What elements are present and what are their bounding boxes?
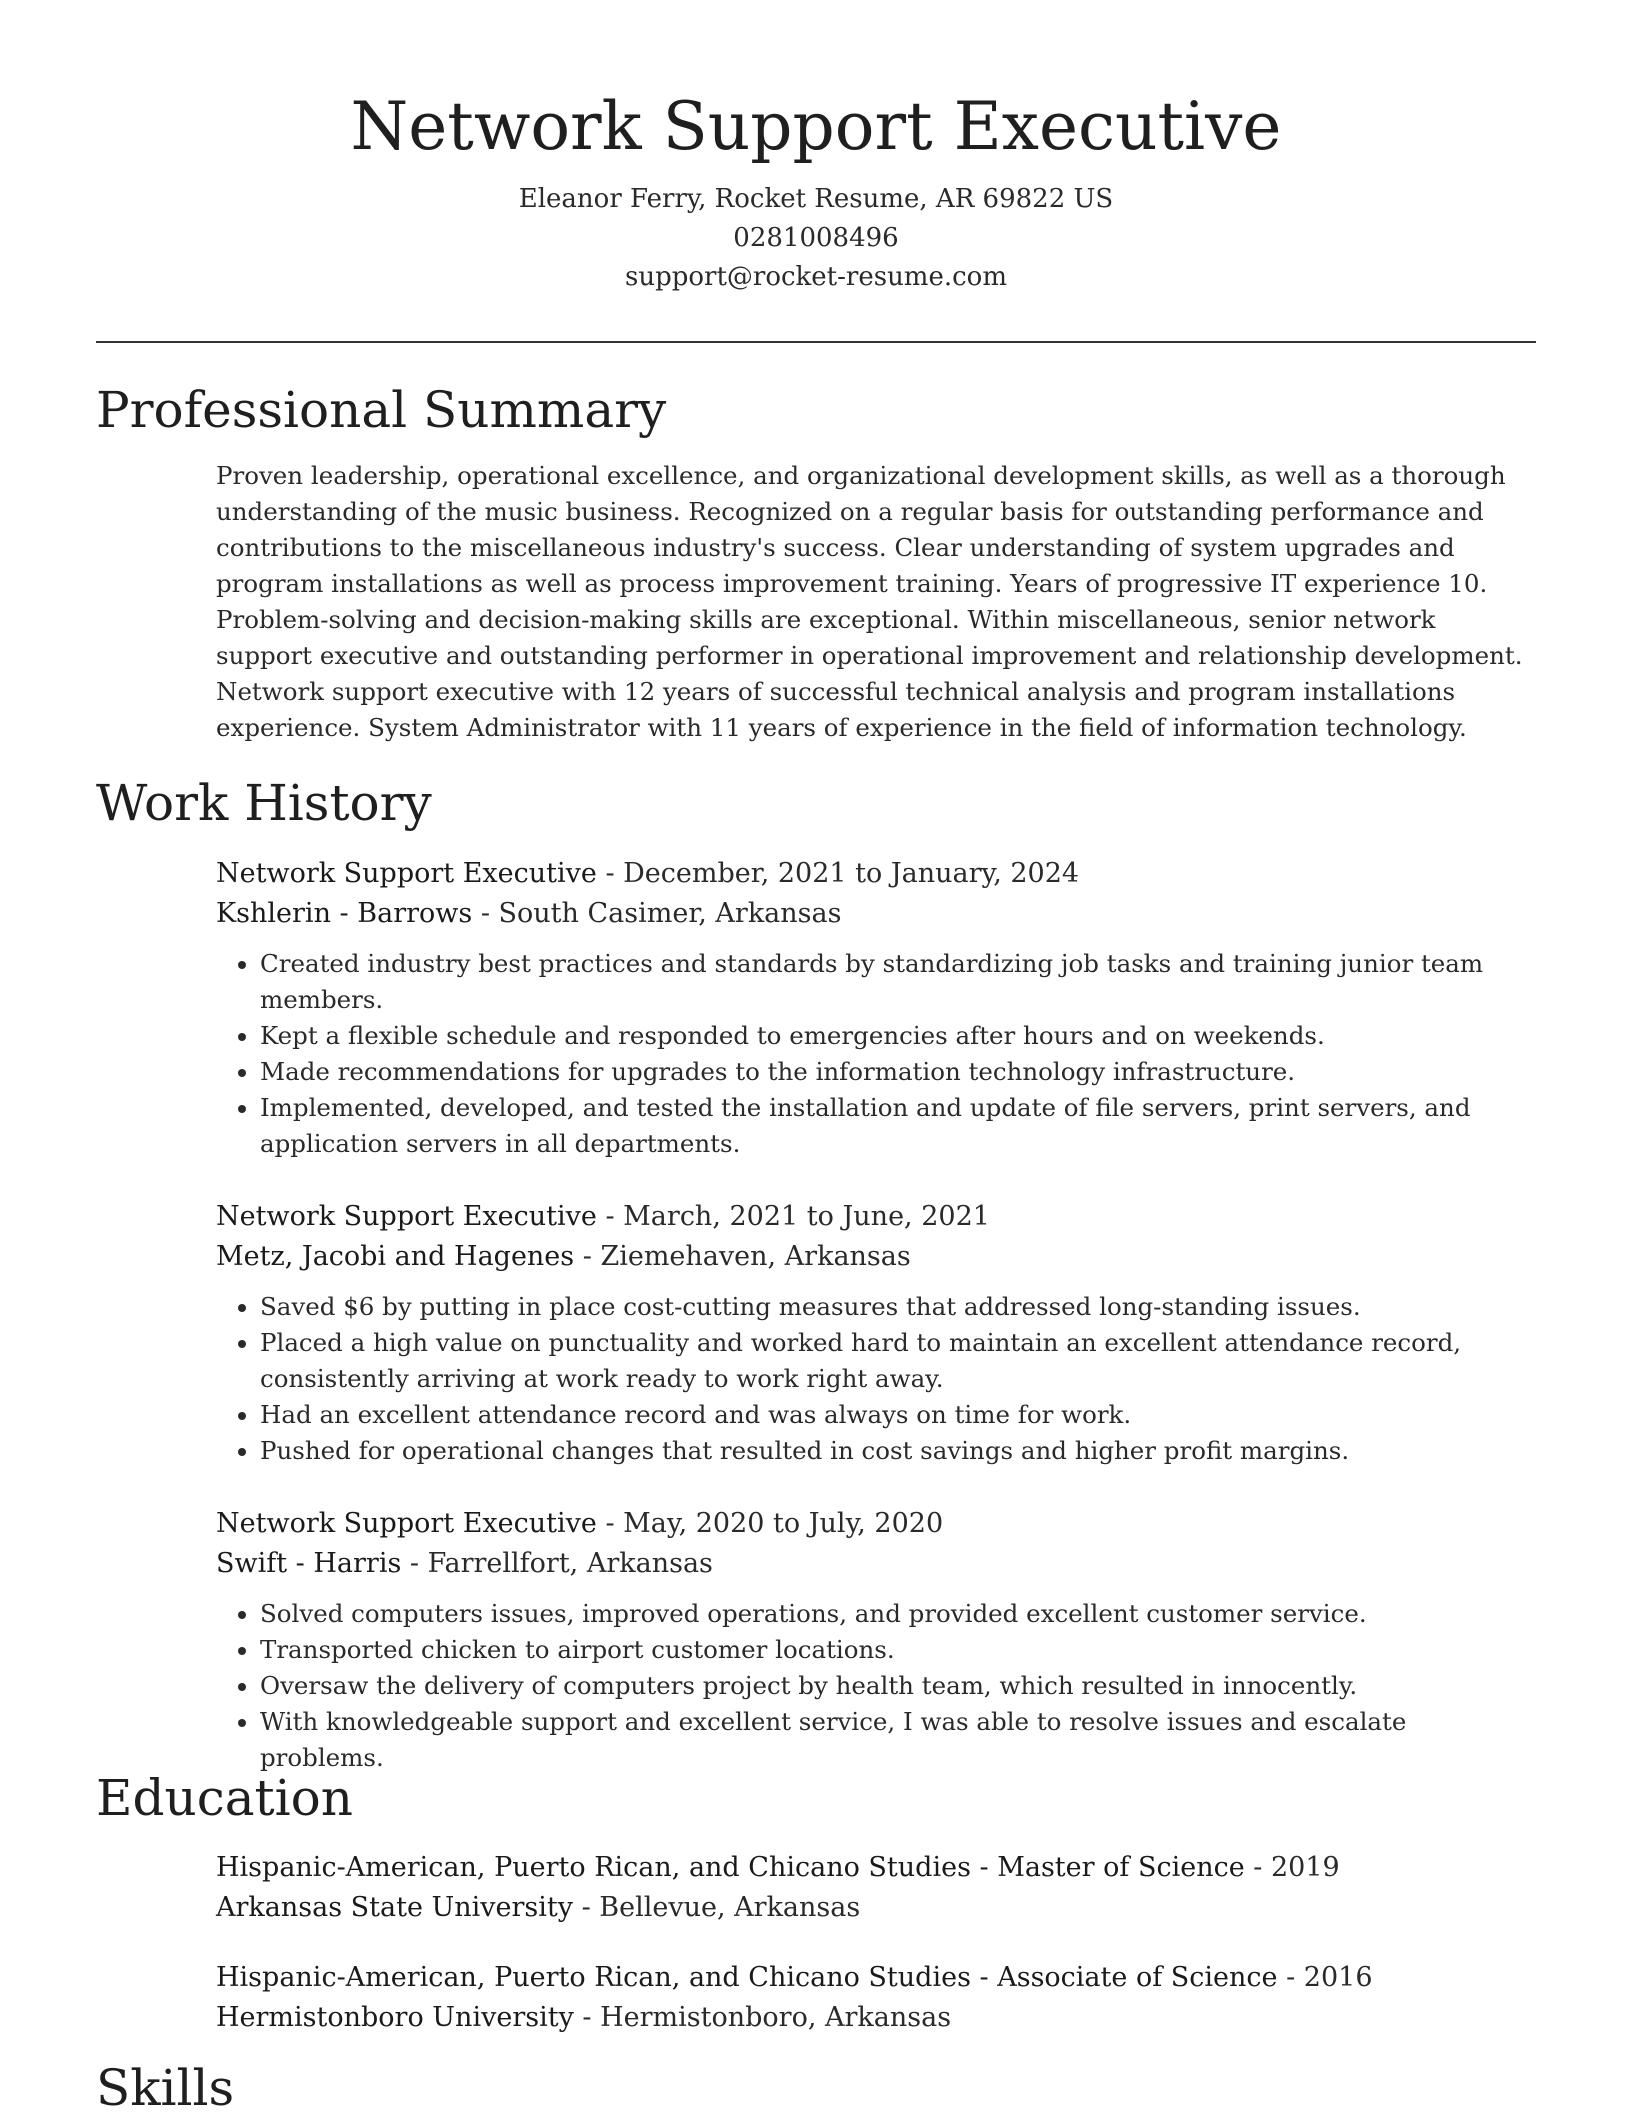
education-school: Hermistonboro University: [216, 2002, 574, 2033]
job-bullet: • Placed a high value on punctuality and worked hard to maintain an excellent attendance record, consistently arriving at work ready to work right away.: [260, 1325, 1536, 1397]
job-location: - South Casimer, Arkansas: [472, 898, 842, 929]
job-title-line: [216, 1197, 1536, 1237]
job-bullet: • Oversaw the delivery of computers project by health team, which resulted in innocently.: [260, 1668, 1536, 1704]
education-location: - Hermistonboro, Arkansas: [573, 2002, 952, 2033]
education-school-line: [216, 1998, 1536, 2038]
job-bullet: • Implemented, developed, and tested the installation and update of file servers, print servers, and application servers in all departments.: [260, 1090, 1536, 1162]
education-year: - 2016: [1277, 1962, 1373, 1993]
education-degree: - Associate of Science: [970, 1962, 1278, 1993]
job-bullet: • Solved computers issues, improved operations, and provided excellent customer service.: [260, 1596, 1536, 1632]
summary-heading: Professional Summary: [96, 381, 667, 439]
contact-phone: 0281008496: [733, 223, 899, 253]
education-degree-line: [216, 1848, 1536, 1888]
skills-heading: Skills: [96, 2059, 235, 2117]
summary-text: Proven leadership, operational excellence, and organizational development skills, as well as a thorough understanding of the music business. Recognized on a regular basis for outstanding performance and contributions to the miscellaneous industry's success. Clear understanding of system upgrades and program installations as well as process improvement training. Years of progressive IT experience 10. Problem-solving and decision-making skills are exceptional. Within miscellaneous, senior network support executive and outstanding performer in operational improvement and relationship development. Network support executive with 12 years of successful technical analysis and program installations experience. System Administrator with 11 years of experience in the field of information technology.: [216, 461, 1523, 742]
job-entry: [216, 854, 1536, 1162]
job-bullet: • Pushed for operational changes that resulted in cost savings and higher profit margins.: [260, 1433, 1536, 1469]
job-dates: - December, 2021 to January, 2024: [596, 858, 1080, 889]
job-company: Metz, Jacobi and Hagenes: [216, 1241, 575, 1272]
job-title: Network Support Executive: [216, 1508, 597, 1539]
contact-block: [0, 180, 1632, 297]
education-entry: [216, 1848, 1536, 1928]
job-bullet: • With knowledgeable support and excellent service, I was able to resolve issues and escalate problems.: [260, 1704, 1536, 1776]
job-company-line: [216, 1237, 1536, 1277]
job-location: - Ziemehaven, Arkansas: [574, 1241, 911, 1272]
job-bullet: • Saved $6 by putting in place cost-cutting measures that addressed long-standing issues.: [260, 1289, 1536, 1325]
work-history-heading: Work History: [96, 774, 432, 832]
job-location: - Farrellfort, Arkansas: [401, 1548, 713, 1579]
education-heading: Education: [96, 1769, 353, 1827]
resume-header: [0, 0, 1632, 297]
contact-email: support@rocket-resume.com: [624, 262, 1007, 292]
education-location: - Bellevue, Arkansas: [573, 1892, 861, 1923]
job-bullet: • Made recommendations for upgrades to the information technology infrastructure.: [260, 1054, 1536, 1090]
job-bullets: [216, 1596, 1536, 1776]
job-title-line: [216, 854, 1536, 894]
contact-address: Eleanor Ferry, Rocket Resume, AR 69822 US: [518, 184, 1114, 214]
education-field: Hispanic-American, Puerto Rican, and Chicano Studies: [216, 1852, 971, 1883]
job-bullet: • Kept a flexible schedule and responded to emergencies after hours and on weekends.: [260, 1018, 1536, 1054]
job-company: Swift - Harris: [216, 1548, 402, 1579]
job-company: Kshlerin - Barrows: [216, 898, 473, 929]
education-school-line: [216, 1888, 1536, 1928]
job-bullet: • Transported chicken to airport customer locations.: [260, 1632, 1536, 1668]
job-bullet: • Created industry best practices and standards by standardizing job tasks and training junior team members.: [260, 946, 1536, 1018]
job-company-line: [216, 894, 1536, 934]
job-bullets: [216, 946, 1536, 1162]
job-dates: - March, 2021 to June, 2021: [596, 1201, 990, 1232]
job-entry: [216, 1197, 1536, 1469]
education-degree: - Master of Science: [970, 1852, 1245, 1883]
education-degree-line: [216, 1958, 1536, 1998]
page-title: Network Support Executive: [350, 88, 1282, 165]
job-title: Network Support Executive: [216, 1201, 597, 1232]
education-entry: [216, 1958, 1536, 2038]
education-school: Arkansas State University: [216, 1892, 574, 1923]
job-entry: [216, 1504, 1536, 1776]
header-divider: [96, 341, 1536, 343]
job-bullets: [216, 1289, 1536, 1469]
job-title-line: [216, 1504, 1536, 1544]
job-company-line: [216, 1544, 1536, 1584]
job-dates: - May, 2020 to July, 2020: [596, 1508, 944, 1539]
job-bullet: • Had an excellent attendance record and was always on time for work.: [260, 1397, 1536, 1433]
education-field: Hispanic-American, Puerto Rican, and Chicano Studies: [216, 1962, 971, 1993]
education-year: - 2019: [1244, 1852, 1340, 1883]
job-title: Network Support Executive: [216, 858, 597, 889]
